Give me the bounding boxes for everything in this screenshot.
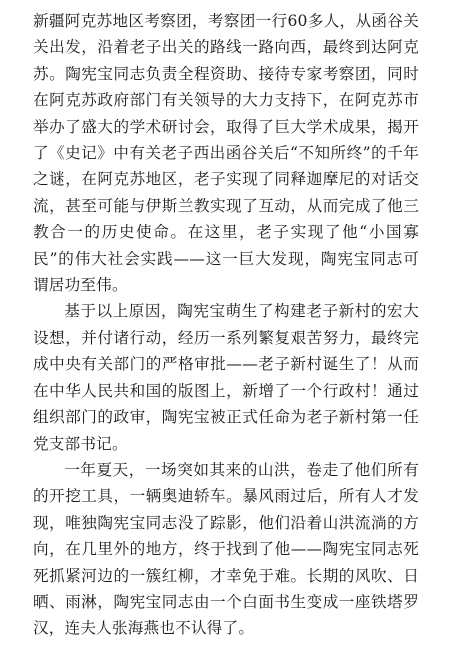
paragraph-2: 基于以上原因，陶宪宝萌生了构建老子新村的宏大设想，并付诸行动，经历一系列繁复艰苦努力，最终完成中央有关部门的严格审批——老子新村诞生了！从而在中华人民共和国的版图上，新增了一个行政村！通过组织部门的政审，陶宪宝被正式任命为老子新村第一任党支部书记。 — [33, 302, 419, 453]
paragraph-3: 一年夏天，一场突如其来的山洪，卷走了他们所有的开挖工具，一辆奥迪轿车。暴风雨过后，所有人才发现，唯独陶宪宝同志没了踪影，他们沿着山洪流淌的方向，在几里外的地方，终于找到了他——陶宪宝同志死死抓紧河边的一簇红柳，才幸免于难。长期的风吹、日晒、雨淋，陶宪宝同志由一个白面书生变成一座铁塔罗汉，连夫人张海燕也不认得了。 — [33, 460, 419, 638]
document-page — [33, 8, 419, 642]
paragraph-1: 新疆阿克苏地区考察团，考察团一行60多人，从函谷关关出发，沿着老子出关的路线一路向西，最终到达阿克苏。陶宪宝同志负责全程资助、接待专家考察团，同时在阿克苏政府部门有关领导的大力支持下，在阿克苏市举办了盛大的学术研讨会，取得了巨大学术成果，揭开了《史记》中有关老子西出函谷关后“不知所终”的千年之谜，在阿克苏地区，老子实现了同释迦摩尼的对话交流，甚至可能与伊斯兰教实现了互动，从而完成了他三教合一的历史使命。在这里，老子实现了他“小国寡民”的伟大社会实践——这一巨大发现，陶宪宝同志可谓居功至伟。 — [33, 12, 419, 295]
